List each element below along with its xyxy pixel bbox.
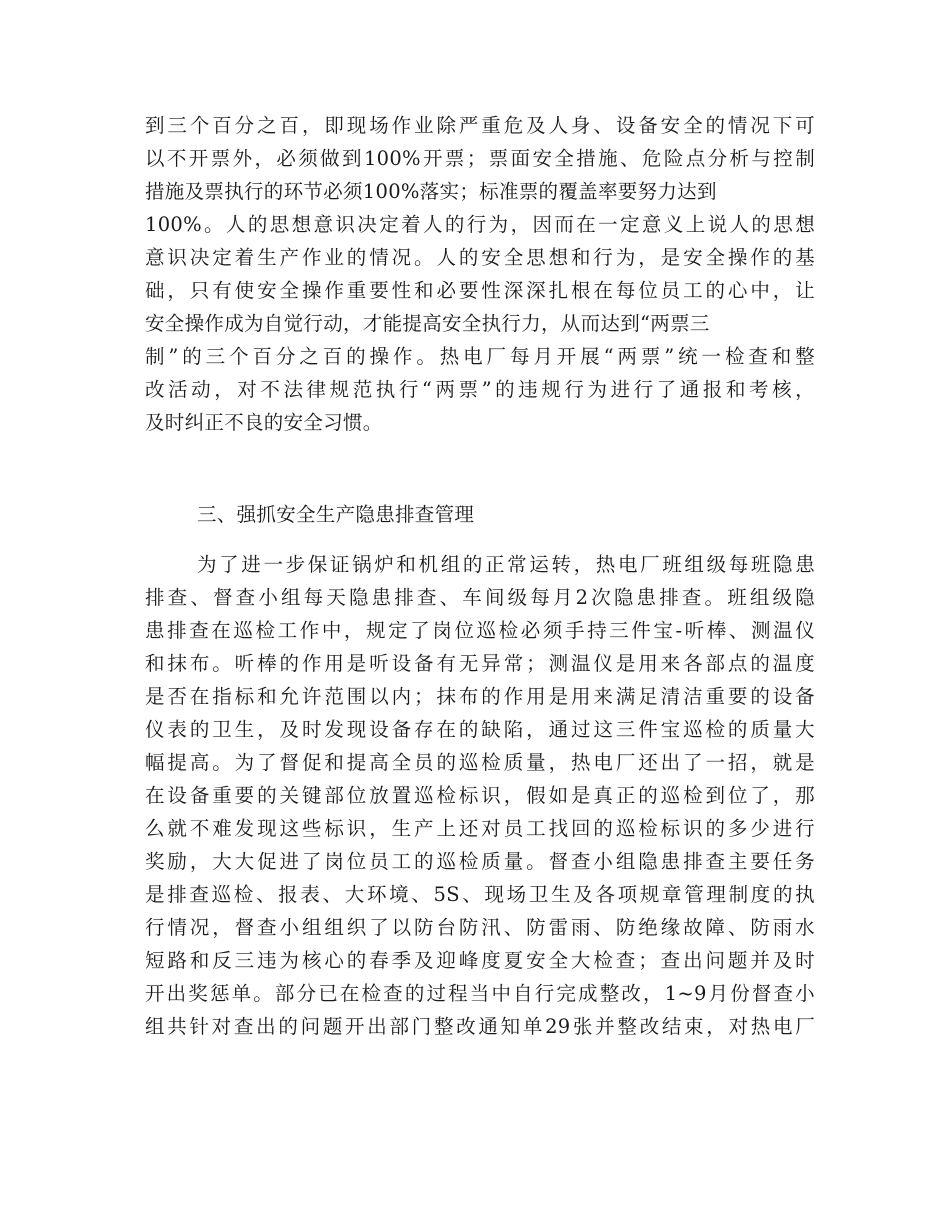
text-line: 短路和反三违为核心的春季及迎峰度夏安全大检查；查出问题并及时 (145, 949, 815, 972)
text-line: 么就不难发现这些标识，生产上还对员工找回的巡检标识的多少进行 (145, 817, 815, 840)
section-heading (145, 498, 815, 531)
text-line: 是排查巡检、报表、大环境、5S、现场卫生及各项规章管理制度的执 (145, 883, 815, 906)
text-line: 意识决定着生产作业的情况。人的安全思想和行为，是安全操作的基 (145, 246, 815, 269)
text-line: 幅提高。为了督促和提高全员的巡检质量，热电厂还出了一招，就是 (145, 751, 815, 774)
paragraph-1 (145, 109, 815, 439)
section-heading-text: 三、强抓安全生产隐患排查管理 (197, 503, 475, 526)
text-line: 排查、督查小组每天隐患排查、车间级每月2次隐患排查。班组级隐 (145, 586, 815, 609)
text-line: 为了进一步保证锅炉和机组的正常运转，热电厂班组级每班隐患 (197, 553, 815, 576)
text-line: 改活动，对不法律规范执行“两票”的违规行为进行了通报和考核， (145, 378, 815, 401)
text-line: 开出奖惩单。部分已在检查的过程当中自行完成整改，1~9月份督查小 (145, 982, 815, 1005)
text-line: 措施及票执行的环节必须100%落实；标准票的覆盖率要努力达到 (145, 180, 717, 203)
text-line: 安全操作成为自觉行动，才能提高安全执行力，从而达到“两票三 (145, 312, 710, 335)
text-line: 到三个百分之百，即现场作业除严重危及人身、设备安全的情况下可 (145, 114, 815, 137)
text-line: 奖励，大大促进了岗位员工的巡检质量。督查小组隐患排查主要任务 (145, 850, 815, 873)
text-line: 制”的三个百分之百的操作。热电厂每月开展“两票”统一检查和整 (145, 345, 815, 368)
text-line: 础，只有使安全操作重要性和必要性深深扎根在每位员工的心中，让 (145, 279, 815, 302)
text-line: 100%。人的思想意识决定着人的行为，因而在一定意义上说人的思想 (145, 213, 815, 236)
text-line: 以不开票外，必须做到100%开票；票面安全措施、危险点分析与控制 (145, 147, 815, 170)
text-line: 是否在指标和允许范围以内；抹布的作用是用来满足清洁重要的设备 (145, 685, 815, 708)
text-line: 仪表的卫生，及时发现设备存在的缺陷，通过这三件宝巡检的质量大 (145, 718, 815, 741)
text-line: 组共针对查出的问题开出部门整改通知单29张并整改结束，对热电厂 (145, 1015, 815, 1038)
paragraph-2 (145, 548, 815, 1043)
text-line: 在设备重要的关键部位放置巡检标识，假如是真正的巡检到位了，那 (145, 784, 815, 807)
text-line: 患排查在巡检工作中，规定了岗位巡检必须手持三件宝-听棒、测温仪 (145, 619, 815, 642)
text-line: 行情况，督查小组组织了以防台防汛、防雷雨、防绝缘故障、防雨水 (145, 916, 815, 939)
text-line: 和抹布。听棒的作用是听设备有无异常；测温仪是用来各部点的温度 (145, 652, 815, 675)
text-line: 及时纠正不良的安全习惯。 (145, 411, 383, 434)
